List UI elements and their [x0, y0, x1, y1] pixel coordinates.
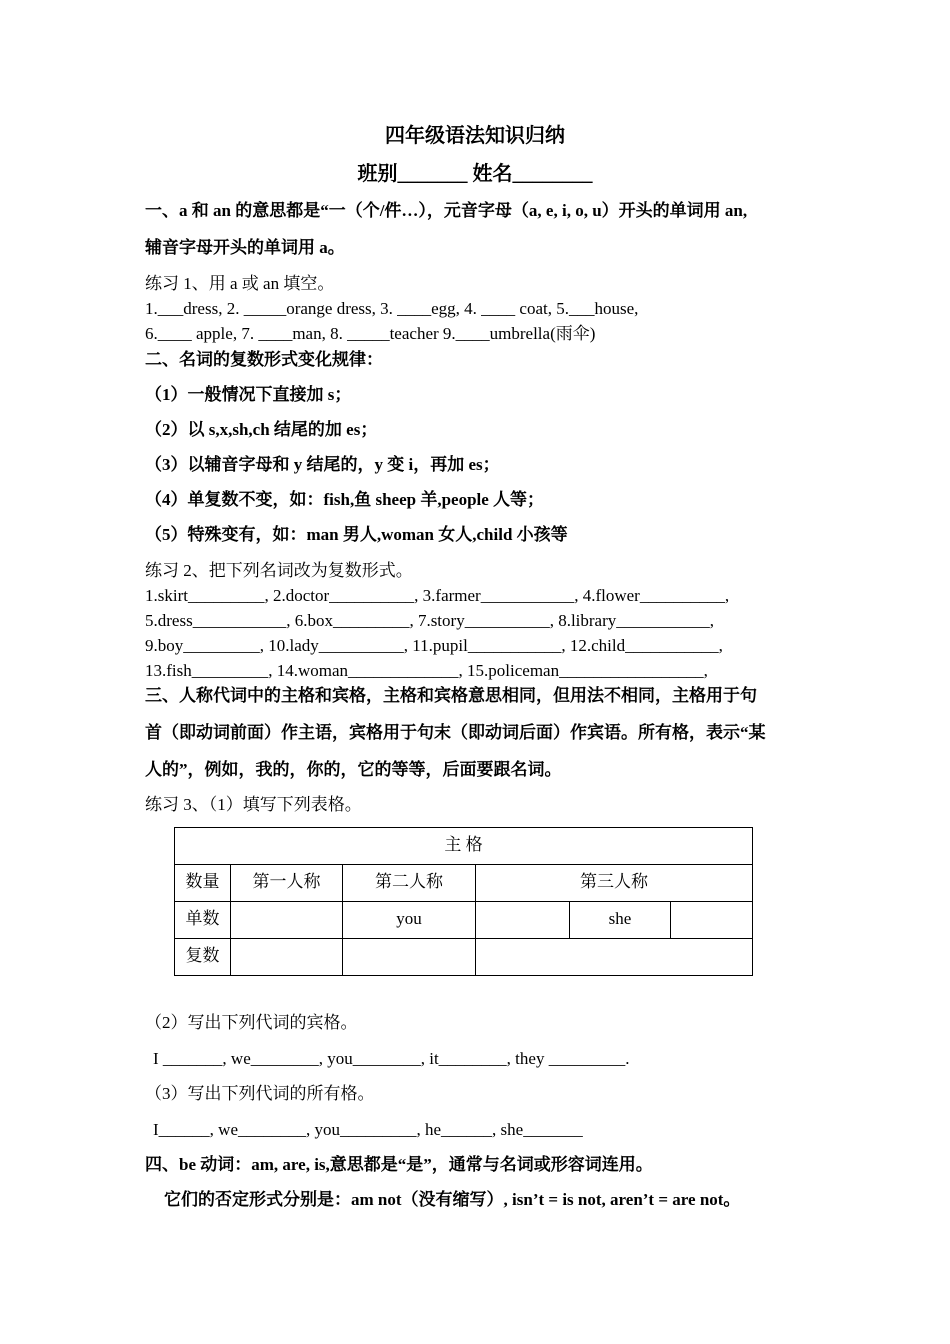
- page-title: 四年级语法知识归纳: [385, 125, 565, 147]
- exercise2-label: 练习 2、把下列名词改为复数形式。: [145, 561, 413, 580]
- section2-heading: 二、名词的复数形式变化规律：: [145, 350, 383, 369]
- second-person-header: 第二人称: [375, 872, 443, 891]
- section3-line1: 三、人称代词中的主格和宾格，主格和宾格意思相同，但用法不相同，主格用于句: [145, 686, 757, 705]
- blank-cell[interactable]: [231, 902, 343, 939]
- blank-cell[interactable]: [476, 902, 570, 939]
- section1-line2: 辅音字母开头的单词用 a。: [145, 238, 345, 257]
- section2-rule-5: （5）特殊变有，如：man 男人,woman 女人,child 小孩等: [145, 525, 568, 544]
- exercise3-part3-line: I______, we________, you_________, he______, she_______: [153, 1120, 583, 1139]
- section2-rule-1: （1）一般情况下直接加 s；: [145, 385, 352, 404]
- table-cell: [175, 865, 231, 902]
- exercise3-part2-label: （2）写出下列代词的宾格。: [145, 1013, 358, 1032]
- exercise2-line-4: 13.fish_________, 14.woman_____________, 15.policeman_________________,: [145, 661, 708, 680]
- class-name-line: 班别_______ 姓名________: [357, 163, 593, 185]
- section4-line1: 四、be 动词：am, are, is,意思都是“是”，通常与名词或形容词连用。: [145, 1155, 653, 1174]
- section2-rule-2: （2）以 s,x,sh,ch 结尾的加 es；: [145, 420, 378, 439]
- exercise2-line-1: 1.skirt_________, 2.doctor__________, 3.farmer___________, 4.flower__________,: [145, 586, 730, 605]
- blank-cell[interactable]: [476, 939, 753, 976]
- table-cell: [476, 865, 753, 902]
- table-cell: [231, 865, 343, 902]
- section2-rule-3: （3）以辅音字母和 y 结尾的，y 变 i，再加 es；: [145, 455, 500, 474]
- singular-second-value: you: [396, 909, 422, 928]
- table-cell: [175, 939, 231, 976]
- section3-line2: 首（即动词前面）作主语，宾格用于句末（即动词后面）作宾语。所有格，表示“某: [145, 723, 766, 742]
- table-cell: [343, 902, 476, 939]
- table-cell: [175, 902, 231, 939]
- blank-cell[interactable]: [231, 939, 343, 976]
- exercise3-label: 练习 3、（1）填写下列表格。: [145, 795, 362, 814]
- blank-cell[interactable]: [671, 902, 753, 939]
- first-person-header: 第一人称: [252, 872, 321, 891]
- exercise3-part3-label: （3）写出下列代词的所有格。: [145, 1084, 375, 1103]
- section2-rule-4: （4）单复数不变，如：fish,鱼 sheep 羊,people 人等；: [145, 490, 545, 509]
- exercise2-line-2: 5.dress___________, 6.box_________, 7.story__________, 8.library___________,: [145, 611, 715, 630]
- exercise1-line1: 1.___dress, 2. _____orange dress, 3. ____egg, 4. ____ coat, 5.___house,: [145, 299, 639, 318]
- exercise1-line2: 6.____ apple, 7. ____man, 8. _____teacher 9.____umbrella(雨伞): [145, 324, 596, 343]
- blank-cell[interactable]: [343, 939, 476, 976]
- table-header-cell: [175, 828, 753, 865]
- quantity-header: 数量: [185, 872, 220, 891]
- table-cell: [570, 902, 671, 939]
- section4-line2: 它们的否定形式分别是：am not（没有缩写）, isn’t = is not, aren’t = are not。: [164, 1190, 741, 1209]
- exercise1-label: 练习 1、用 a 或 an 填空。: [145, 274, 335, 293]
- table-cell: [343, 865, 476, 902]
- plural-label: 复数: [185, 946, 220, 965]
- pronoun-table: [174, 827, 753, 976]
- table-header: 主 格: [444, 835, 483, 854]
- singular-third-value: she: [608, 909, 632, 928]
- exercise3-part2-line: I _______, we________, you________, it________, they _________.: [153, 1049, 630, 1068]
- exercise2-line-3: 9.boy_________, 10.lady__________, 11.pupil___________, 12.child___________,: [145, 636, 723, 655]
- section3-line3: 人的”，例如，我的，你的，它的等等，后面要跟名词。: [145, 760, 562, 779]
- third-person-header: 第三人称: [580, 872, 649, 891]
- section1-line1: 一、a 和 an 的意思都是“一（个/件…），元音字母（a, e, i, o, u）开头的单词用 an,: [145, 201, 748, 220]
- singular-label: 单数: [185, 909, 220, 928]
